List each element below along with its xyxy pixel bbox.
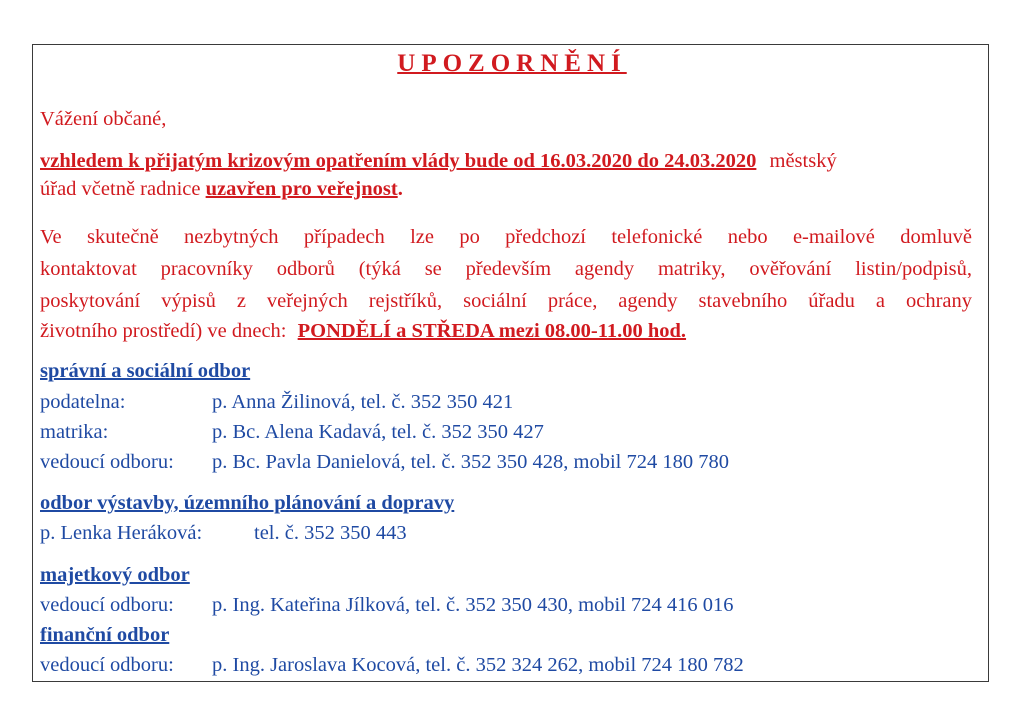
- contact-value: p. Bc. Pavla Danielová, tel. č. 352 350 428, mobil 724 180 780: [212, 451, 729, 473]
- contact-row: [40, 391, 513, 414]
- dept-heading-construction: odbor výstavby, územního plánování a dopravy: [40, 492, 455, 514]
- contact-value: p. Ing. Jaroslava Kocová, tel. č. 352 324 262, mobil 724 180 782: [212, 654, 744, 676]
- closure-rest: městský: [769, 150, 837, 172]
- office-hours: PONDĚLÍ a STŘEDA mezi 08.00-11.00 hod.: [297, 320, 687, 342]
- contact-label: p. Lenka Heráková:: [40, 522, 203, 544]
- contact-row: [40, 654, 744, 677]
- contact-row: [40, 522, 407, 545]
- dept-heading-admin-social: správní a sociální odbor: [40, 360, 251, 382]
- contact-row: [40, 594, 734, 617]
- paragraph-line-3: poskytování výpisů z veřejných rejstříků, sociální práce, agendy stavebního úřadu a ochrany: [40, 290, 972, 312]
- contact-label: matrika:: [40, 421, 109, 443]
- contact-value: p. Bc. Alena Kadavá, tel. č. 352 350 427: [212, 421, 544, 443]
- contact-label: vedoucí odboru:: [40, 451, 174, 473]
- contact-value: tel. č. 352 350 443: [254, 522, 407, 544]
- paragraph-line-4: [40, 320, 686, 343]
- contact-row: [40, 421, 544, 444]
- closure-line-2: [40, 178, 403, 201]
- contact-label: vedoucí odboru:: [40, 594, 174, 616]
- contact-row: [40, 451, 729, 474]
- contact-label: vedoucí odboru:: [40, 654, 174, 676]
- paragraph-text: životního prostředí) ve dnech:: [40, 320, 287, 342]
- paragraph-line-2: kontaktovat pracovníky odborů (týká se především agendy matriky, ověřování listin/podpisů,: [40, 258, 972, 280]
- closure-dates: vzhledem k přijatým krizovým opatřením vlády bude od 16.03.2020 do 24.03.2020: [40, 150, 757, 172]
- contact-value: p. Anna Žilinová, tel. č. 352 350 421: [212, 391, 514, 413]
- dept-heading-property: majetkový odbor: [40, 564, 190, 586]
- dept-heading-finance: finanční odbor: [40, 624, 170, 646]
- closure-line-1: [40, 150, 837, 173]
- closure-text: úřad včetně radnice: [40, 178, 201, 200]
- closure-period: .: [397, 178, 403, 200]
- contact-label: podatelna:: [40, 391, 126, 413]
- paragraph-line-1: Ve skutečně nezbytných případech lze po předchozí telefonické nebo e-mailové domluvě: [40, 226, 972, 248]
- greeting: Vážení občané,: [40, 108, 167, 130]
- notice-title: UPOZORNĚNÍ: [397, 50, 627, 77]
- contact-value: p. Ing. Kateřina Jílková, tel. č. 352 350 430, mobil 724 416 016: [212, 594, 734, 616]
- closure-status: uzavřen pro veřejnost: [205, 178, 398, 200]
